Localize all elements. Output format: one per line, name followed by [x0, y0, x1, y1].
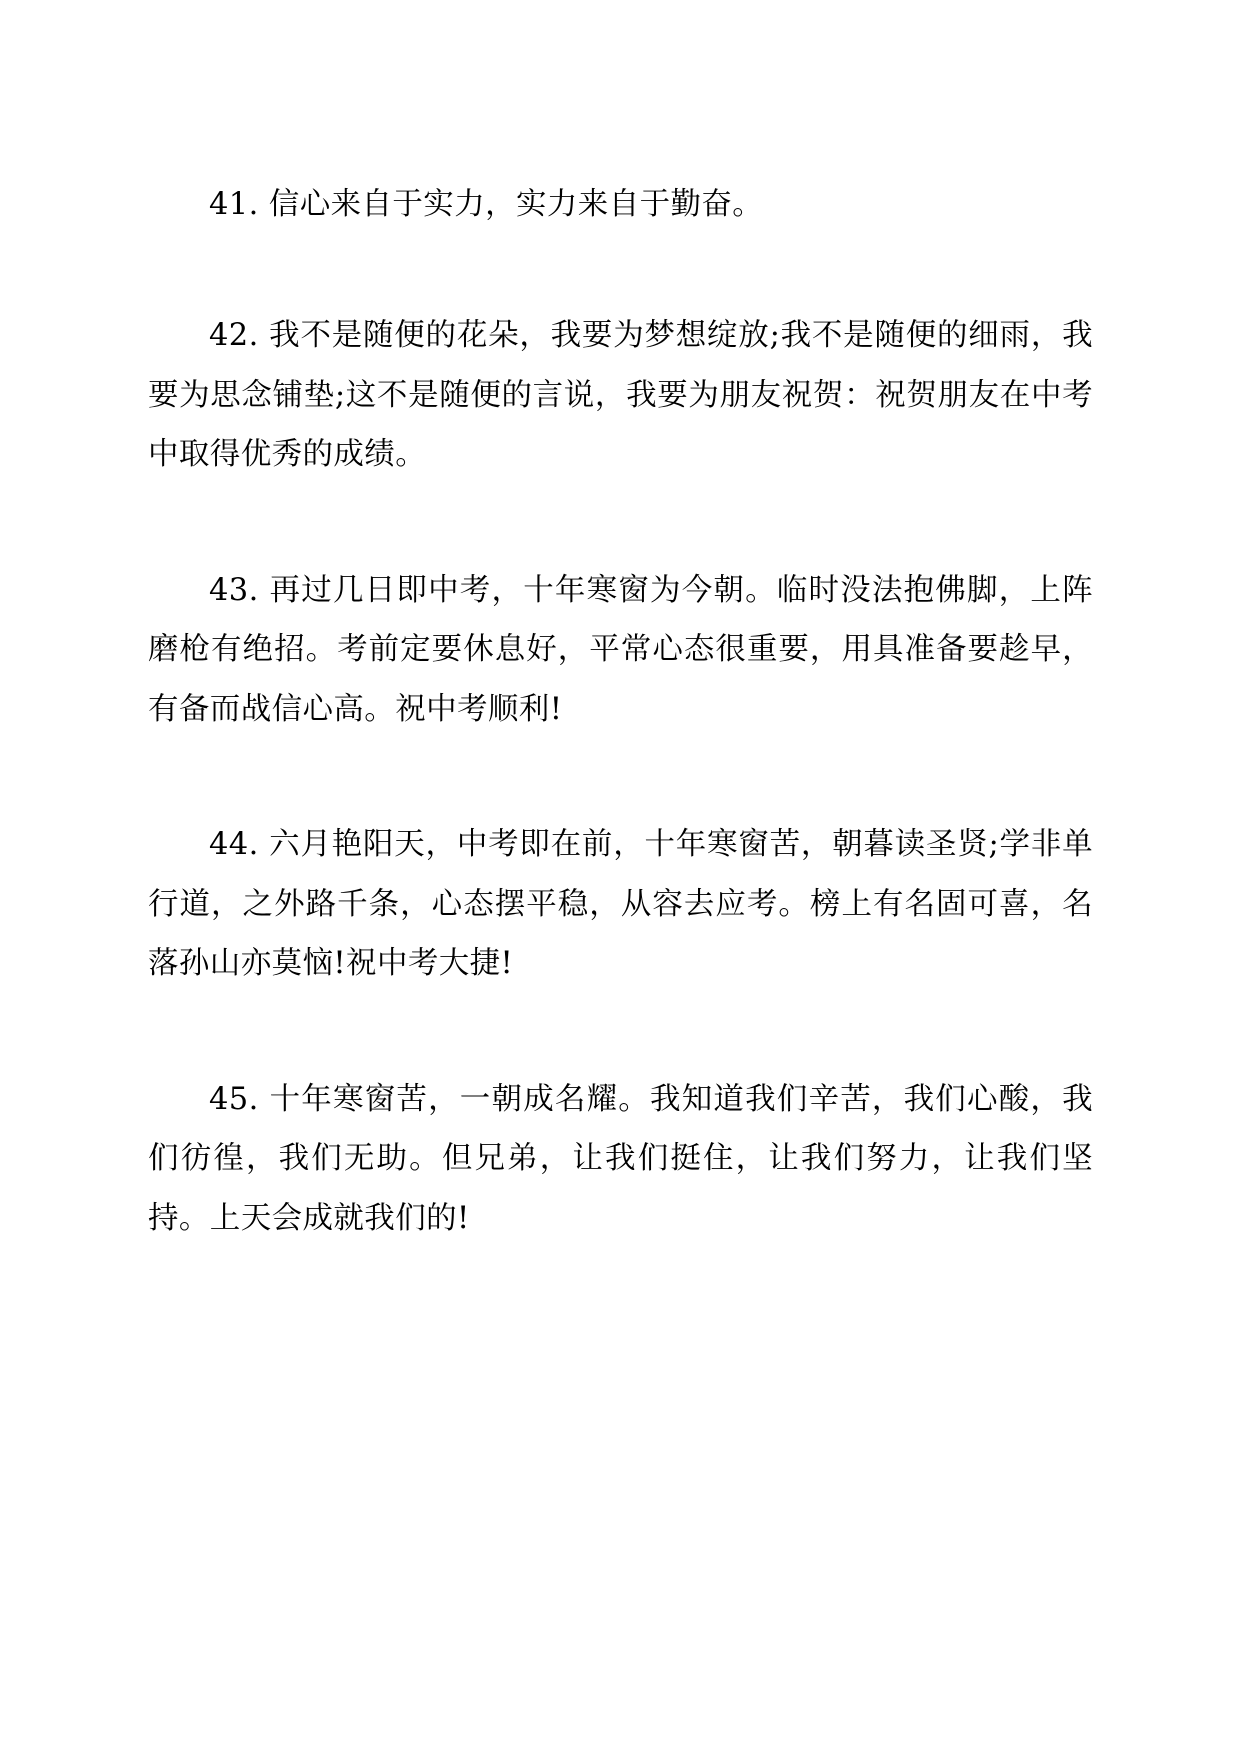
paragraph-44: 44. 六月艳阳天，中考即在前，十年寒窗苦，朝暮读圣贤;学非单行道，之外路千条，心态摆平稳，从容去应考。榜上有名固可喜，名落孙山亦莫恼!祝中考大捷!	[148, 827, 1093, 982]
document-body	[148, 175, 1093, 1248]
paragraph-42: 42. 我不是随便的花朵，我要为梦想绽放;我不是随便的细雨，我要为思念铺垫;这不是随便的言说，我要为朋友祝贺：祝贺朋友在中考中取得优秀的成绩。	[148, 318, 1093, 473]
paragraph-41: 41. 信心来自于实力，实力来自于勤奋。	[209, 187, 764, 222]
paragraph-45: 45. 十年寒窗苦，一朝成名耀。我知道我们辛苦，我们心酸，我们彷徨，我们无助。但兄弟，让我们挺住，让我们努力，让我们坚持。上天会成就我们的!	[148, 1081, 1093, 1236]
paragraph-43: 43. 再过几日即中考，十年寒窗为今朝。临时没法抱佛脚，上阵磨枪有绝招。考前定要休息好，平常心态很重要，用具准备要趁早，有备而战信心高。祝中考顺利!	[148, 572, 1093, 727]
